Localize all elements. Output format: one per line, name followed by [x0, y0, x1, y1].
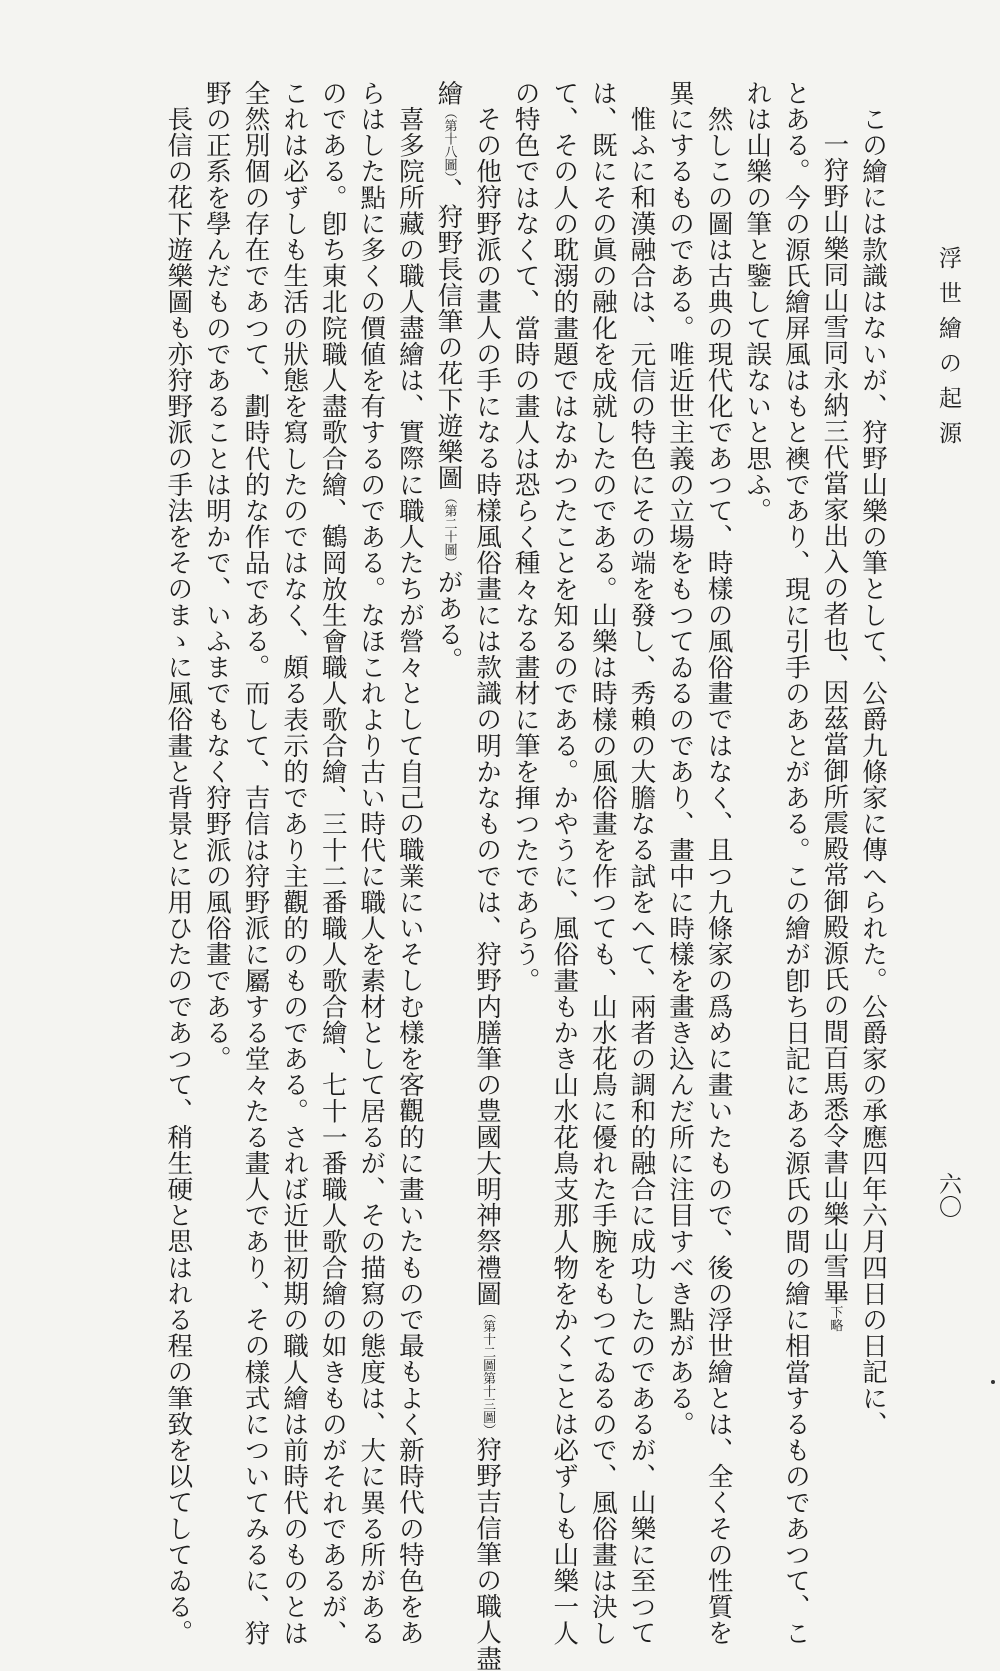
body-line-text: 一狩野山樂同山雪同永納三代當家出入の者也、因茲當御所震殿常御殿源氏の間百馬悉令書山樂山雪畢 — [819, 131, 850, 1306]
body-line: 喜多院所藏の職人盡繪は、實際に職人たちが營々として自己の職業にいそしむ樣を客觀的に畫いたもので最もよく新時代の特色をあ — [394, 105, 425, 1646]
figure-ref: （第二十圖） — [441, 490, 457, 569]
body-line: は、既にその眞の融化を成就したのである。山樂は時樣の風俗畫を作つても、山水花鳥に優れた手腕をもつてゐるので、風俗畫は決し — [587, 80, 618, 1646]
body-line: 然しこの圖は古典の現代化であつて、時樣の風俗畫ではなく、且つ九條家の爲めに畫いたもので、後の浮世繪とは、全くその性質を — [703, 105, 734, 1646]
scan-mark — [991, 1380, 995, 1384]
body-line: れは山樂の筆と鑒して誤ないと思ふ。 — [742, 80, 773, 524]
body-line: これは必ずしも生活の狀態を寫したのではなく、頗る表示的であり主觀的のものである。されば近世初期の職人繪は前時代のものとは — [279, 80, 310, 1646]
body-line: 野の正系を學んだものであることは明かで、いふまでもなく狩野派の風俗畫である。 — [201, 80, 232, 1072]
body-line: の特色ではなくて、當時の畫人は恐らく種々なる畫材に筆を揮つたであらう。 — [510, 80, 541, 994]
body-line-text: 狩野吉信筆の職人盡 — [472, 1436, 503, 1671]
body-line-text: その他狩野派の畫人の手になる時樣風俗畫には款識の明かなものでは、狩野内膳筆の豊國大明神祭禮圖 — [472, 105, 503, 1307]
body-line: のである。卽ち東北院職人盡歌合繪、鶴岡放生會職人歌合繪、三十二番職人歌合繪、七十一番職人歌合繪の如きものがそれであるが、 — [317, 80, 348, 1646]
figure-ref: （第十二圖第十三圖） — [480, 1306, 496, 1437]
body-line: 惟ふに和漢融合は、元信の特色にその端を發し、秀賴の大膽なる試をへて、兩者の調和的融合に成功したのであるが、山樂に至つて — [626, 105, 657, 1646]
body-line: 長信の花下遊樂圖も亦狩野派の手法をそのまゝに風俗畫と背景とに用ひたのであつて、稍生硬と思はれる程の筆致を以てしてゐる。 — [163, 105, 194, 1646]
body-line-text: 、狩野長信筆の花下遊樂圖 — [433, 177, 464, 491]
body-line-text: 繪 — [433, 80, 464, 107]
page-number: 六〇 — [935, 1172, 961, 1218]
body-line-note: 下略 — [827, 1305, 843, 1332]
running-title: 浮世繪の起源 — [935, 246, 961, 456]
body-line — [815, 80, 854, 1460]
body-line: て、その人の耽溺的畫題ではなかつたことを知るのである。かやうに、風俗畫もかき山水花鳥支那人物をかくことは必ずしも山樂一人 — [549, 80, 580, 1646]
figure-ref: （第十八圖） — [441, 106, 457, 178]
body-line: らはした點に多くの價値を有するのである。なほこれより古い時代に職人を素材として居るが、その描寫の態度は、大に異る所がある — [356, 80, 387, 1646]
body-line — [467, 80, 506, 1671]
body-line: 異にするものである。唯近世主義の立場をもつてゐるのであり、畫中に時樣を畫き込んだ所に注目すべき點がある。 — [665, 80, 696, 1438]
body-line — [429, 80, 468, 1460]
body-text — [159, 80, 892, 1671]
body-line: この繪には款識はないが、狩野山樂の筆として、公爵九條家に傳へられた。公爵家の承應四年六月四日の日記に、 — [858, 105, 888, 1437]
body-line-text: がある。 — [433, 568, 464, 674]
body-line: 全然別個の存在であつて、劃時代的な作品である。而して、吉信は狩野派に屬する堂々たる畫人であり、その樣式についてみるに、狩 — [240, 80, 271, 1646]
body-line: とある。今の源氏繪屏風はもと襖であり、現に引手のあとがある。この繪が卽ち日記にある源氏の間の繪に相當するものであつて、こ — [780, 80, 811, 1646]
